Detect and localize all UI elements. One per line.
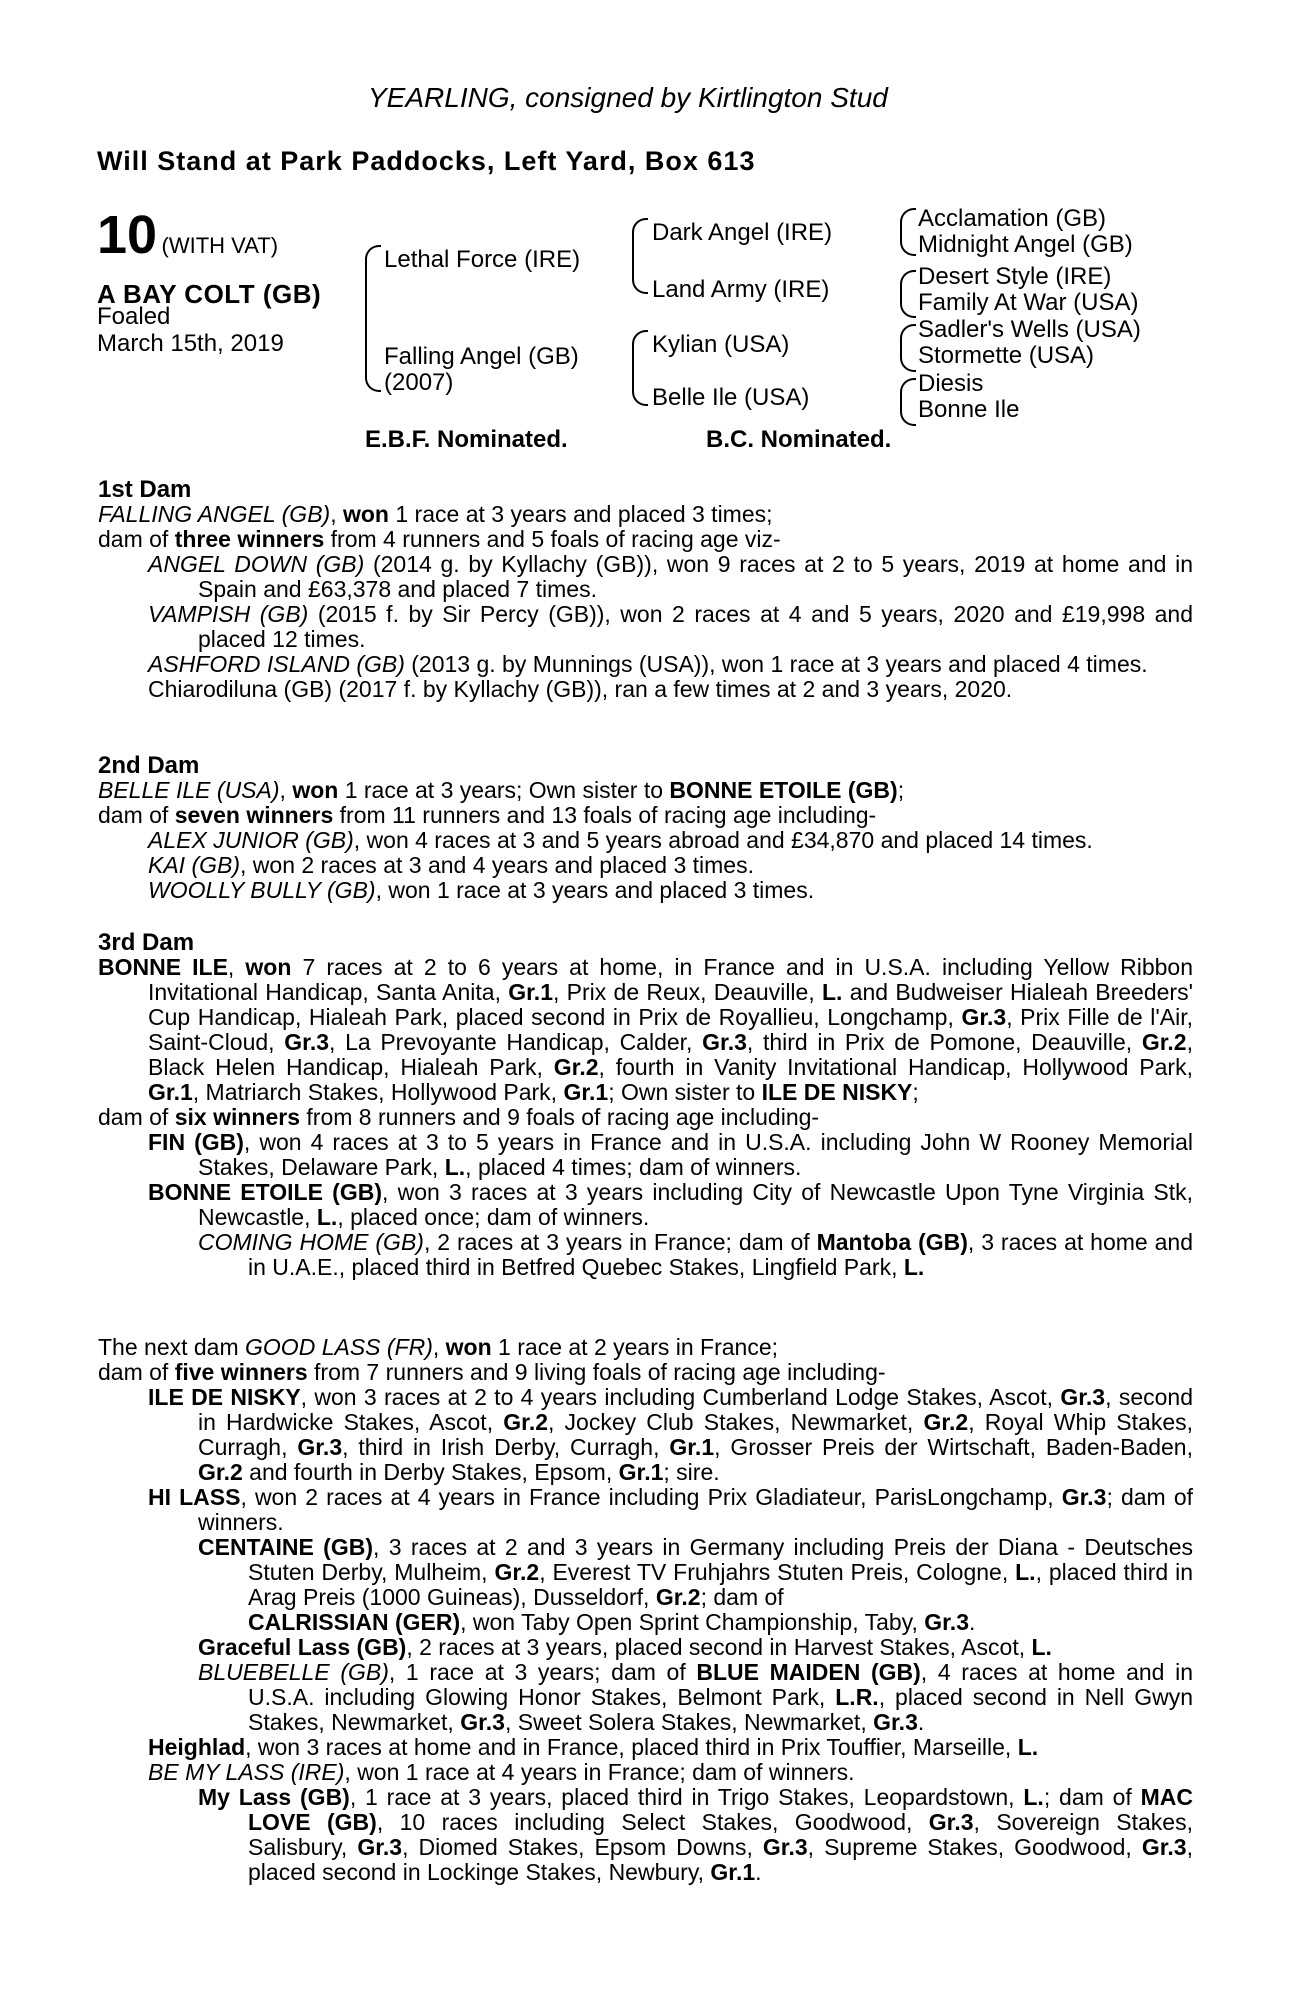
produce-entry: BE MY LASS (IRE), won 1 race at 4 years in France; dam of winners. xyxy=(148,1759,855,1785)
third-dam-record: BONNE ILE, won 7 races at 2 to 6 years at home, in France and in U.S.A. including Yellow Ribbon Invitational Handicap, Santa Anita, Gr.1, Prix de Reux, Deauville, L. and Budweiser Hialeah Breeders' Cup Handicap, Hialeah Park, placed second in Prix de Royallieu, Longchamp, Gr.3, Prix Fille de l'Air, Saint-Cloud, Gr.3, La Prevoyante Handicap, Calder, Gr.3, third in Prix de Pomone, Deauville, Gr.2, Black Helen Handicap, Hialeah Park, Gr.2, fourth in Vanity Invitational Handicap, Hollywood Park, Gr.1, Matriarch Stakes, Hollywood Park, Gr.1; Own sister to ILE DE NISKY; xyxy=(98,954,1194,1105)
produce-entry: ANGEL DOWN (GB) (2014 g. by Kyllachy (GB)), won 9 races at 2 to 5 years, 2019 at home and in Spain and £63,378 and placed 7 times. xyxy=(148,551,1193,602)
ancestor-5: Sadler's Wells (USA) xyxy=(918,316,1141,343)
produce-entry: CENTAINE (GB), 3 races at 2 and 3 years in Germany including Preis der Diana - Deutsches Stuten Derby, Mulheim, Gr.2, Everest TV Fruhjahrs Stuten Preis, Cologne, L., placed third in Arag Preis (1000 Guineas), Dusseldorf, Gr.2; dam of CALRISSIAN (GER), won Taby Open Sprint Championship, Taby, Gr.3. xyxy=(198,1534,1193,1635)
sire-name: Lethal Force (IRE) xyxy=(384,246,581,273)
produce-entry: BLUEBELLE (GB), 1 race at 3 years; dam of BLUE MAIDEN (GB), 4 races at home and in U.S.A. including Glowing Honor Stakes, Belmont Park, L.R., placed second in Nell Gwyn Stakes, Newmarket, Gr.3, Sweet Solera Stakes, Newmarket, Gr.3. xyxy=(198,1659,1193,1735)
second-dam-section xyxy=(98,753,1193,903)
lot-number: 10 xyxy=(97,205,158,265)
ebf-nomination: E.B.F. Nominated. xyxy=(365,426,568,453)
dam-sire-name: Kylian (USA) xyxy=(652,331,790,358)
sire-sire-name: Dark Angel (IRE) xyxy=(652,219,833,246)
produce-entry: HI LASS, won 2 races at 4 years in France including Prix Gladiateur, ParisLongchamp, Gr.3; dam of winners. xyxy=(148,1484,1194,1535)
stable-location: Will Stand at Park Paddocks, Left Yard, Box 613 xyxy=(97,146,756,176)
second-dam-produce-summary: dam of seven winners from 11 runners and 13 foals of racing age including- xyxy=(98,802,877,828)
foaled-label: Foaled xyxy=(97,303,171,330)
first-dam-intro: FALLING ANGEL (GB), won 1 race at 3 years and placed 3 times; xyxy=(98,501,773,527)
first-dam-heading: 1st Dam xyxy=(98,476,192,503)
produce-entry: COMING HOME (GB), 2 races at 3 years in France; dam of Mantoba (GB), 3 races at home and in U.A.E., placed third in Betfred Quebec Stakes, Lingfield Park, L. xyxy=(198,1229,1194,1280)
next-dam-produce-summary: dam of five winners from 7 runners and 9 living foals of racing age including- xyxy=(98,1359,886,1385)
pedigree-brace-g4 xyxy=(900,378,916,426)
third-dam-produce-summary: dam of six winners from 8 runners and 9 foals of racing age including- xyxy=(98,1104,820,1130)
produce-entry: BONNE ETOILE (GB), won 3 races at 3 years including City of Newcastle Upon Tyne Virginia Stk, Newcastle, L., placed once; dam of winners. xyxy=(148,1179,1193,1230)
ancestor-4: Family At War (USA) xyxy=(918,289,1139,316)
produce-entry: FIN (GB), won 4 races at 3 to 5 years in France and in U.S.A. including John W Rooney Memorial Stakes, Delaware Park, L., placed 4 times; dam of winners. xyxy=(148,1129,1193,1180)
next-dam-section xyxy=(98,1335,1193,1885)
first-dam-name: FALLING ANGEL (GB) xyxy=(98,501,331,527)
ancestor-8: Bonne Ile xyxy=(918,396,1020,423)
dam-year: (2007) xyxy=(384,369,454,396)
first-dam-section xyxy=(98,477,1193,702)
produce-entry: ILE DE NISKY, won 3 races at 2 to 4 years including Cumberland Lodge Stakes, Ascot, Gr.3, second in Hardwicke Stakes, Ascot, Gr.2, Jockey Club Stakes, Newmarket, Gr.2, Royal Whip Stakes, Curragh, Gr.3, third in Irish Derby, Curragh, Gr.1, Grosser Preis der Wirtschaft, Baden-Baden, Gr.2 and fourth in Derby Stakes, Epsom, Gr.1; sire. xyxy=(148,1384,1193,1485)
pedigree-brace-main xyxy=(365,245,381,392)
first-dam-produce-summary: dam of three winners from 4 runners and 5 foals of racing age viz- xyxy=(98,526,781,552)
pedigree-brace-dam xyxy=(632,330,648,406)
produce-entry: My Lass (GB), 1 race at 3 years, placed third in Trigo Stakes, Leopardstown, L.; dam of MAC LOVE (GB), 10 races including Select Stakes, Goodwood, Gr.3, Sovereign Stakes, Salisbury, Gr.3, Diomed Stakes, Epsom Downs, Gr.3, Supreme Stakes, Goodwood, Gr.3, placed second in Lockinge Stakes, Newbury, Gr.1. xyxy=(198,1784,1193,1885)
lot-number-row xyxy=(97,205,279,265)
second-dam-heading: 2nd Dam xyxy=(98,752,200,779)
ancestor-7: Diesis xyxy=(918,370,984,397)
lot-description: A BAY COLT (GB) xyxy=(97,279,322,309)
sire-dam-name: Land Army (IRE) xyxy=(652,276,830,303)
ancestor-3: Desert Style (IRE) xyxy=(918,263,1112,290)
produce-entry: ASHFORD ISLAND (GB) (2013 g. by Munnings (USA)), won 1 race at 3 years and placed 4 times. xyxy=(148,651,1148,677)
produce-entry: Graceful Lass (GB), 2 races at 3 years, placed second in Harvest Stakes, Ascot, L. xyxy=(198,1634,1052,1660)
produce-entry: Heighlad, won 3 races at home and in France, placed third in Prix Touffier, Marseille, L. xyxy=(148,1734,1039,1760)
produce-entry: VAMPISH (GB) (2015 f. by Sir Percy (GB)), won 2 races at 4 and 5 years, 2020 and £19,998 and placed 12 times. xyxy=(148,601,1193,652)
dam-name: Falling Angel (GB) xyxy=(384,343,579,370)
ancestor-6: Stormette (USA) xyxy=(918,342,1095,369)
foaled-date: March 15th, 2019 xyxy=(97,330,284,357)
third-dam-section xyxy=(98,930,1193,1280)
produce-entry: WOOLLY BULLY (GB), won 1 race at 3 years and placed 3 times. xyxy=(148,877,815,903)
next-dam-intro: The next dam GOOD LASS (FR), won 1 race at 2 years in France; xyxy=(98,1334,779,1360)
pedigree-brace-g2 xyxy=(900,270,916,318)
produce-entry: Chiarodiluna (GB) (2017 f. by Kyllachy (GB)), ran a few times at 2 and 3 years, 2020. xyxy=(148,676,1013,702)
second-dam-intro: BELLE ILE (USA), won 1 race at 3 years; Own sister to BONNE ETOILE (GB); xyxy=(98,777,905,803)
ancestor-2: Midnight Angel (GB) xyxy=(918,231,1133,258)
pedigree-brace-g3 xyxy=(900,324,916,372)
pedigree-brace-g1 xyxy=(900,208,916,256)
catalogue-subtitle: YEARLING, consigned by Kirtlington Stud xyxy=(368,82,888,113)
ancestor-1: Acclamation (GB) xyxy=(918,205,1107,232)
vat-note: (WITH VAT) xyxy=(161,233,279,258)
produce-entry: ALEX JUNIOR (GB), won 4 races at 3 and 5 years abroad and £34,870 and placed 14 times. xyxy=(148,827,1093,853)
bc-nomination: B.C. Nominated. xyxy=(706,426,892,453)
third-dam-heading: 3rd Dam xyxy=(98,929,195,956)
pedigree-brace-sire xyxy=(632,218,648,294)
dam-dam-name: Belle Ile (USA) xyxy=(652,384,810,411)
produce-entry: KAI (GB), won 2 races at 3 and 4 years and placed 3 times. xyxy=(148,852,754,878)
